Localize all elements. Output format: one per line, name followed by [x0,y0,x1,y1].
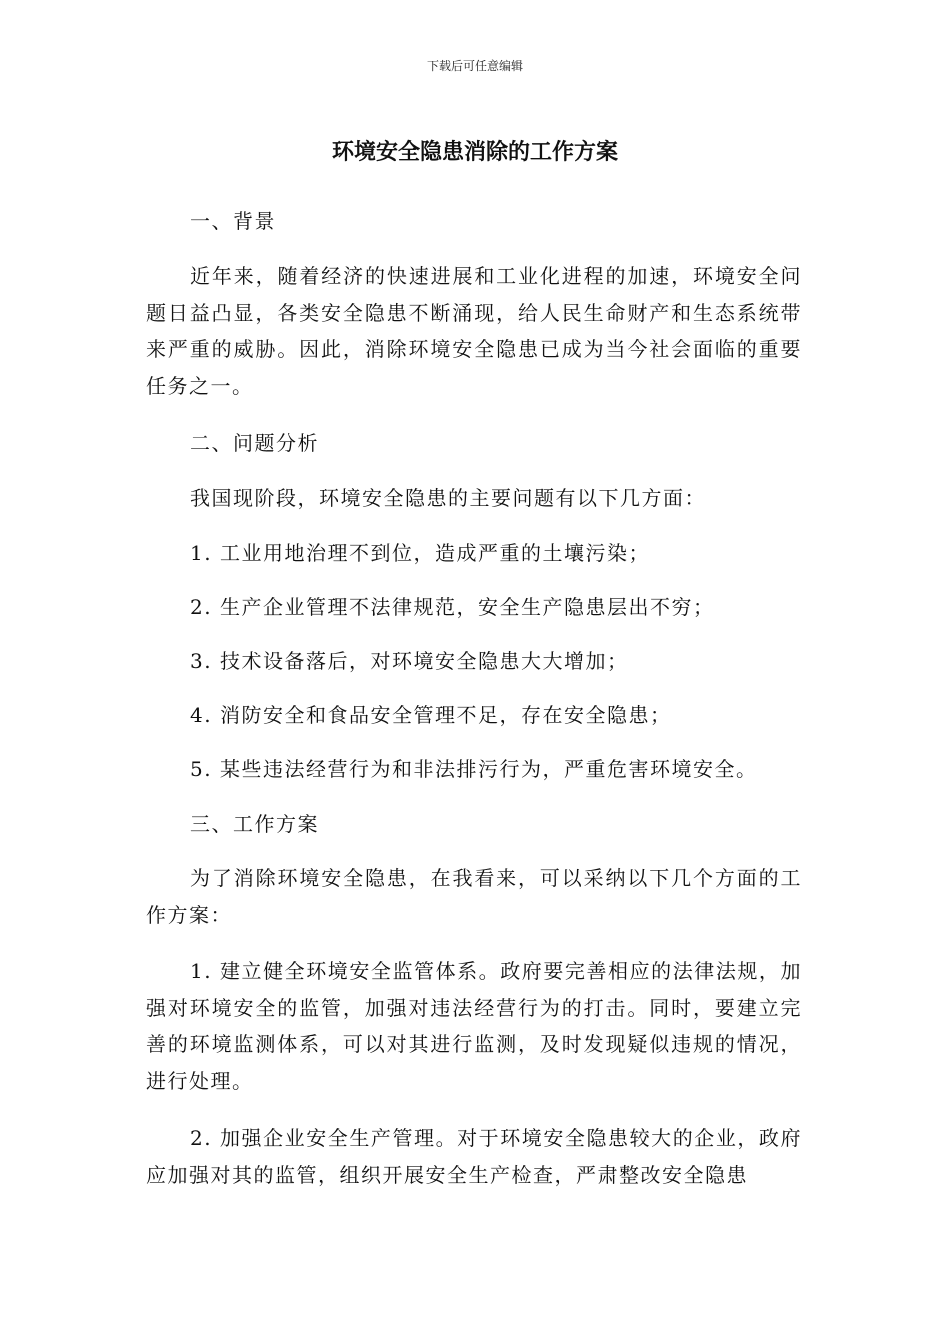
document-title: 环境安全隐患消除的工作方案 [331,140,618,165]
problem-item-2: 2. 生产企业管理不法律规范，安全生产隐患层出不穷； [190,595,715,619]
problem-item-4: 4. 消防安全和食品安全管理不足，存在安全隐患； [190,703,672,727]
section-heading-plan: 三、工作方案 [190,812,319,836]
page-header-note: 下载后可任意编辑 [426,59,523,73]
plan-intro-paragraph: 为了消除环境安全隐患，在我看来，可以采纳以下几个方面的工作方案： [146,866,802,927]
section-heading-analysis: 二、问题分析 [190,431,319,455]
analysis-intro-paragraph: 我国现阶段，环境安全隐患的主要问题有以下几方面： [190,486,706,510]
problem-item-1: 1. 工业用地治理不到位，造成严重的土壤污染； [190,541,650,565]
plan-item-1: 1. 建立健全环境安全监管体系。政府要完善相应的法律法规，加强对环境安全的监管，加强对违法经营行为的打击。同时，要建立完善的环境监测体系，可以对其进行监测，及时发现疑似违规的情况，进行处理。 [146,959,802,1093]
section-heading-background: 一、背景 [190,209,276,233]
problem-item-3: 3. 技术设备落后，对环境安全隐患大大增加； [190,649,629,673]
problem-item-5: 5. 某些违法经营行为和非法排污行为，严重危害环境安全。 [190,757,758,781]
plan-item-2: 2. 加强企业安全生产管理。对于环境安全隐患较大的企业，政府应加强对其的监管，组织开展安全生产检查，严肃整改安全隐患 [146,1126,802,1187]
background-paragraph: 近年来，随着经济的快速进展和工业化进程的加速，环境安全问题日益凸显，各类安全隐患不断涌现，给人民生命财产和生态系统带来严重的威胁。因此，消除环境安全隐患已成为当今社会面临的重要任务之一。 [146,264,802,398]
